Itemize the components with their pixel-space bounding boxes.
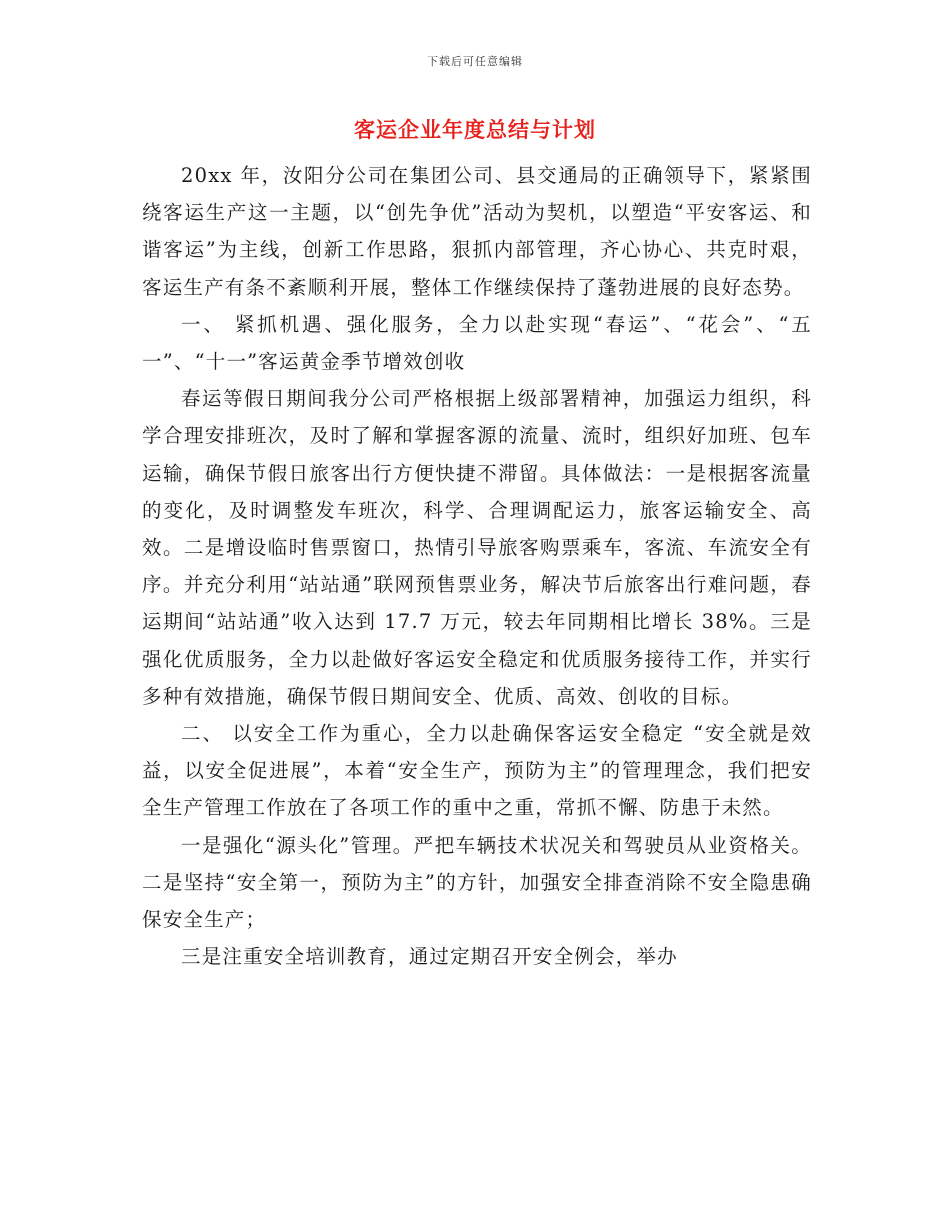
paragraph-training: 三是注重安全培训教育，通过定期召开安全例会，举办 (181, 945, 678, 969)
document-title: 客运企业年度总结与计划 (354, 117, 596, 142)
paragraph-intro: 20xx 年，汝阳分公司在集团公司、县交通局的正确领导下，紧紧围绕客运生产这一主题，以“创先争优”活动为契机，以塑造“平安客运、和谐客运”为主线，创新工作思路，狠抓内部管理，齐心协心、共克时艰，客运生产有条不紊顺利开展，整体工作继续保持了蓬勃进展的良好态势。 (142, 164, 812, 299)
paragraph-spring-festival: 春运等假日期间我分公司严格根据上级部署精神，加强运力组织，科学合理安排班次，及时了解和掌握客源的流量、流时，组织好加班、包车运输，确保节假日旅客出行方便快捷不滞留。具体做法：一是根据客流量的变化，及时调整发车班次，科学、合理调配运力，旅客运输安全、高效。二是增设临时售票窗口，热情引导旅客购票乘车，客流、车流安全有序。并充分利用“站站通”联网预售票业务，解决节后旅客出行难问题，春运期间“站站通”收入达到 17.7 万元，较去年同期相比增长 38%。三是强化优质服务，全力以赴做好客运安全稳定和优质服务接待工作，并实行多种有效措施，确保节假日期间安全、优质、高效、创收的目标。 (142, 387, 812, 708)
section-heading-1: 一、 紧抓机遇、强化服务，全力以赴实现“春运”、“花会”、“五一”、“十一”客运黄金季节增效创收 (142, 312, 812, 374)
document-body (142, 157, 812, 975)
paragraph-safety-measures: 一是强化“源头化”管理。严把车辆技术状况关和驾驶员从业资格关。二是坚持“安全第一，预防为主”的方针，加强安全排查消除不安全隐患确保安全生产； (142, 833, 812, 932)
header-note: 下载后可任意编辑 (427, 55, 523, 68)
section-heading-2: 二、 以安全工作为重心，全力以赴确保客运安全稳定 “安全就是效益，以安全促进展”，本着“安全生产，预防为主”的管理理念，我们把安全生产管理工作放在了各项工作的重中之重，常抓不懈、防患于未然。 (142, 722, 812, 820)
